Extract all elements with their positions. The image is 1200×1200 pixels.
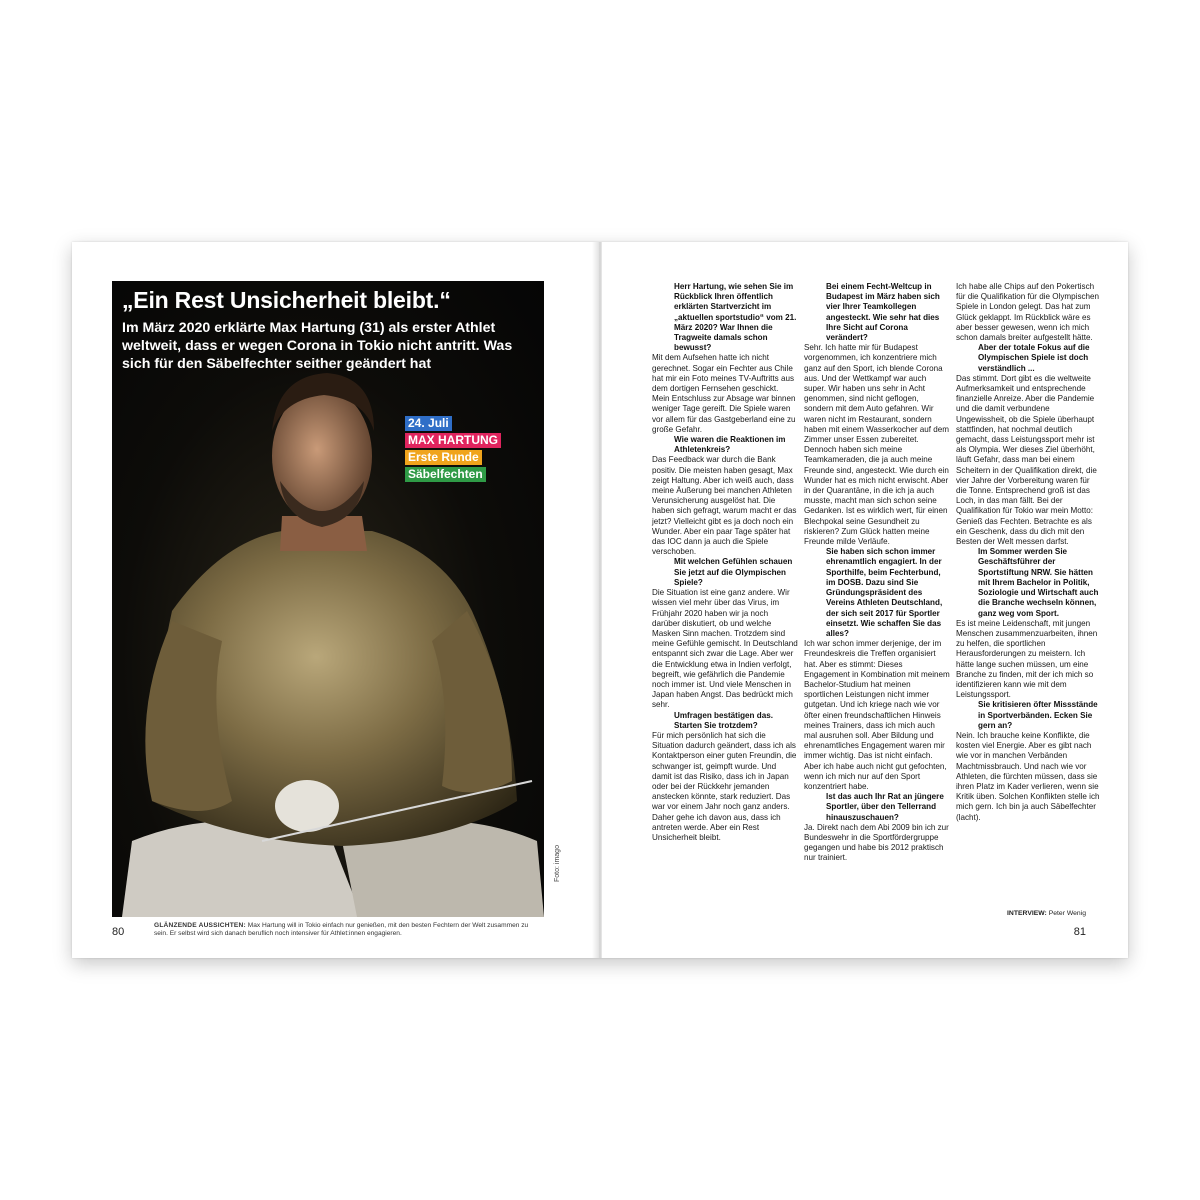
- caption-text: Max Hartung will in Tokio einfach nur genießen, mit den besten Fechtern der Welt zusammen zu sein. Er selbst wird sich danach beruflich noch intensiver für Athlet:innen engagieren.: [154, 922, 529, 938]
- interview-credit: [1007, 910, 1086, 917]
- answer: Ja. Direkt nach dem Abi 2009 bin ich zur Bundeswehr in die Sportfördergruppe gegangen und habe bis 2012 praktisch nur trainiert.: [804, 822, 949, 863]
- column-2: [804, 282, 950, 864]
- caption-lead: GLÄNZENDE AUSSICHTEN:: [154, 922, 246, 929]
- magazine-spread: [72, 242, 1128, 958]
- question: Aber der totale Fokus auf die Olympischen Spiele ist doch verständlich ...: [978, 343, 1090, 373]
- athlete-photo: [112, 281, 544, 917]
- credit-label: INTERVIEW:: [1007, 910, 1047, 917]
- photo-credit: Foto: imago: [554, 845, 561, 882]
- question: Bei einem Fecht-Weltcup in Budapest im März haben sich vier Ihrer Teamkollegen angesteckt. Wie sehr hat dies Ihre Sicht auf Corona verändert?: [826, 282, 940, 343]
- subheadline: Im März 2020 erklärte Max Hartung (31) als erster Athlet weltweit, dass er wegen Corona in Tokio nicht antritt. Was sich für den Säbelfechter seither geändert hat: [122, 320, 513, 372]
- tag-round: Erste Runde: [405, 450, 482, 465]
- question: Sie haben sich schon immer ehrenamtlich engagiert. In der Sporthilfe, beim Fechterbund, im DOSB. Dazu sind Sie Gründungspräsident des Vereins Athleten Deutschland, der sich seit 2017 für Sportler einsetzt. Wie schaffen Sie das alles?: [826, 547, 943, 638]
- answer: Das stimmt. Dort gibt es die weltweite Aufmerksamkeit und entsprechende finanzielle Anreize. Aber die Pandemie und die damit verbundene Ungewissheit, ob die Spiele überhaupt stattfinden, hat nochmal deutlich gemacht, dass Leistungssport mehr ist als Olympia. Wer dieses Ziel überhöht, läuft Gefahr, dass man bei einem Scheitern in der Qualifikation direkt, die vier Jahre der Vorbereitung waren für die Tonne. Entsprechend groß ist das Loch, in das man fällt. Bei der Qualifikation für Tokio war mein Motto: Genieß das Fechten. Betrachte es als ein Geschenk, dass du dich mit den Besten der Welt messen darfst.: [956, 373, 1097, 547]
- question: Herr Hartung, wie sehen Sie im Rückblick Ihren öffentlich erklärten Startverzicht im „aktuellen sportstudio“ vom 21. März 2020? War Ihnen die Tragweite damals schon bewusst?: [674, 282, 797, 353]
- page-number-left: 80: [112, 926, 125, 938]
- fencer-illustration: [112, 281, 544, 917]
- answer: Ich war schon immer derjenige, der im Freundeskreis die Treffen organisiert hat. Aber es stimmt: Dieses Engagement in Kombination mit meinem Bachelor-Studium hat meinen sportlichen Leistungen nicht immer gutgetan. Und ich kriege nach wie vor öfter einen freundschaftlichen Hinweis meines Trainers, dass ich mich auch mal ausruhen soll. Aber Bildung und ehrenamtliches Engagement waren mir immer wichtig. Das ist nicht einfach. Aber ich habe auch nicht gut gefochten, wenn ich mich nur auf den Sport konzentriert habe.: [804, 639, 950, 791]
- left-page: [72, 242, 598, 958]
- tag-date: 24. Juli: [405, 416, 452, 431]
- answer: Nein. Ich brauche keine Konflikte, die kosten viel Energie. Aber es gibt nach wie vor in manchen Verbänden Machtmissbrauch. Und nach wie vor Athleten, die fürchten müssen, dass sie ihren Platz im Kader verlieren, wenn sie Kritik üben. Solchen Konflikten stelle ich mich gern. Ich bin ja auch Säbelfechter (lacht).: [956, 730, 1100, 822]
- question: Im Sommer werden Sie Geschäftsführer der Sportstiftung NRW. Sie hätten mit Ihrem Bachelor in Politik, Soziologie und Wirtschaft auch die Branche wechseln können, ganz weg vom Sport.: [978, 547, 1099, 618]
- right-page: [602, 242, 1128, 958]
- answer: Die Situation ist eine ganz andere. Wir wissen viel mehr über das Virus, im Frühjahr 2020 haben wir ja noch darüber diskutiert, ob und welche Masken Sinn machen. Trotzdem sind meine Gefühle gemischt. In Deutschland entspannt sich zwar die Lage. Aber wer die Entwicklung etwa in Indien verfolgt, begreift, wie gefährlich die Pandemie noch immer ist. Und viele Menschen in Japan haben Angst. Das bedrückt mich sehr.: [652, 588, 798, 710]
- answer: Für mich persönlich hat sich die Situation dadurch geändert, dass ich als Kontaktperson einer guten Freundin, die schwanger ist, geimpft wurde. Und damit ist das Risiko, dass ich in Japan oder bei der Rückkehr jemanden anstecken könnte, stark reduziert. Das war vor einem Jahr noch ganz anders. Daher gehe ich davon aus, dass ich antreten werde. Aber ein Rest Unsicherheit bleibt.: [652, 730, 797, 842]
- page-number-right: 81: [1073, 926, 1086, 938]
- question: Mit welchen Gefühlen schauen Sie jetzt auf die Olympischen Spiele?: [674, 557, 793, 587]
- question: Sie kritisieren öfter Missstände in Sportverbänden. Ecken Sie gern an?: [978, 700, 1098, 730]
- answer: Es ist meine Leidenschaft, mit jungen Menschen zusammenzuarbeiten, ihnen zu helfen, die sportlichen Herausforderungen zu meistern. Ich hätte lange suchen müssen, um eine Branche zu finden, mit der ich mich so identifizieren kann wie mit dem Leistungssport.: [956, 618, 1098, 700]
- question: Umfragen bestätigen das. Starten Sie trotzdem?: [674, 710, 773, 730]
- question: Ist das auch Ihr Rat an jüngere Sportler, über den Tellerrand hinauszuschauen?: [826, 792, 944, 822]
- column-3: [956, 282, 1102, 823]
- column-1: [652, 282, 798, 843]
- question: Wie waren die Reaktionen im Athletenkreis?: [674, 435, 786, 455]
- credit-name: Peter Wenig: [1046, 910, 1086, 917]
- answer: Das Feedback war durch die Bank positiv. Die meisten haben gesagt, Max zeigt Haltung. Aber ich weiß auch, dass meine Äußerung bei manchen Athleten Verunsicherung ausgelöst hat. Die haben sich gefragt, warum macht er das jetzt? Vielleicht gibt es ja doch noch ein Wunder. Aber ein paar Tage später hat das IOC dann ja auch die Spiele verschoben.: [652, 455, 797, 557]
- tag-athlete: MAX HARTUNG: [405, 433, 501, 448]
- event-tags: [405, 416, 501, 484]
- photo-caption: [154, 922, 534, 939]
- answer: Mit dem Aufsehen hatte ich nicht gerechnet. Sogar ein Fechter aus Chile hat mir ein Foto meines TV-Auftritts aus dem dortigen Fernsehen geschickt. Mein Entschluss zur Absage war binnen weniger Tage gereift. Die Spiele waren vor allem für das Gastgeberland eine zu große Gefahr.: [652, 353, 796, 434]
- tag-discipline: Säbelfechten: [405, 467, 486, 482]
- answer: Ich habe alle Chips auf den Pokertisch für die Qualifikation für die Olympischen Spiele in London gelegt. Das hat zum Glück geklappt. Im Rückblick wäre es aber besser gewesen, wenn ich mich schon damals breiter aufgestellt hätte.: [956, 282, 1100, 343]
- answer: Sehr. Ich hatte mir für Budapest vorgenommen, ich konzentriere mich ganz auf den Sport, ich blende Corona aus. Und der Wettkampf war auch super. Wir haben uns sehr in Acht genommen, sind nicht geflogen, sondern mit dem Auto gefahren. Wir waren nicht im Restaurant, sondern haben mit einem Wasserkocher auf dem Zimmer unser Essen zubereitet. Dennoch haben sich meine Teamkameraden, die ja auch meine Freunde sind, angesteckt. Wie durch ein Wunder hat es mich nicht erwischt. Aber in der Quarantäne, in die ich ja auch musste, macht man sich schon seine Gedanken. Ist es wirklich wert, für einen Blechpokal seine Gesundheit zu riskieren? Zum Glück hatten meine Freunde milde Verläufe.: [804, 343, 950, 547]
- headline: „Ein Rest Unsicherheit bleibt.“: [122, 287, 451, 313]
